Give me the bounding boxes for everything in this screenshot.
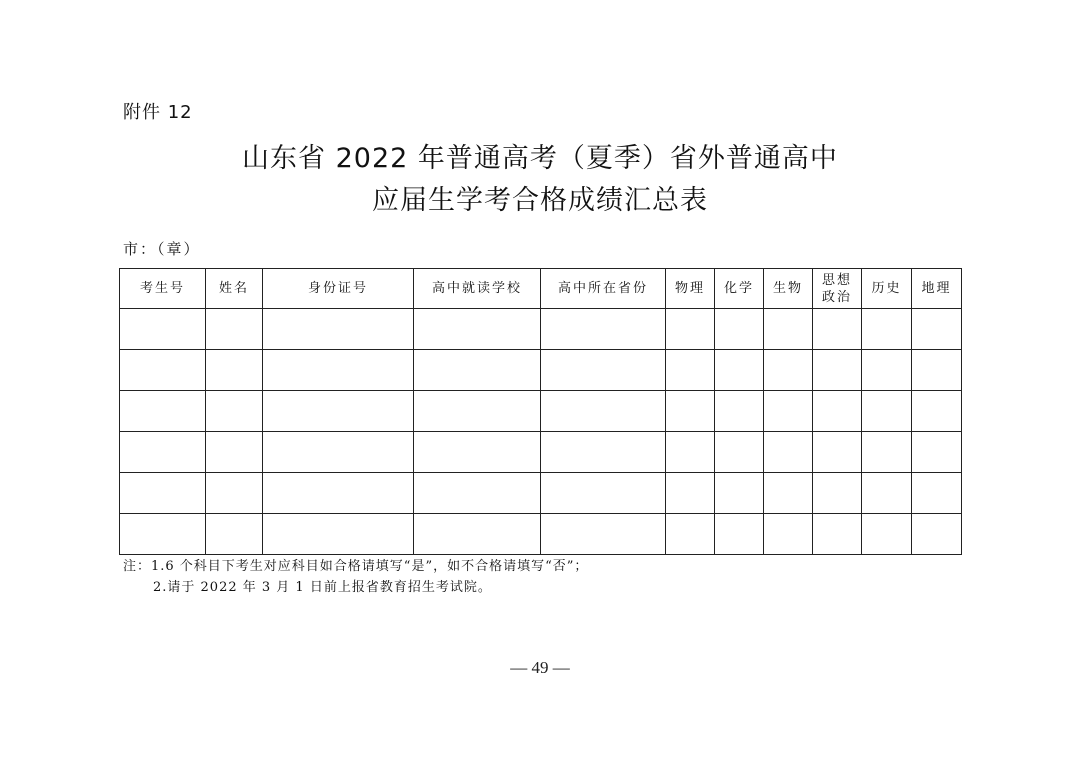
table-cell (120, 514, 206, 555)
header-high-school: 高中就读学校 (414, 269, 541, 309)
table-cell (206, 514, 263, 555)
table-cell (813, 391, 862, 432)
table-cell (666, 350, 715, 391)
table-row (120, 309, 962, 350)
table-cell (206, 350, 263, 391)
table-cell (414, 473, 541, 514)
table-header-row (120, 269, 962, 309)
table-cell (764, 350, 813, 391)
header-name: 姓名 (206, 269, 263, 309)
table-cell (813, 514, 862, 555)
attachment-label: 附件 12 (123, 102, 193, 123)
table-cell (263, 391, 414, 432)
table-cell (813, 473, 862, 514)
table-cell (862, 473, 912, 514)
table-cell (541, 309, 666, 350)
header-politics-line2: 政治 (821, 289, 852, 305)
table-cell (912, 309, 962, 350)
table-cell (862, 432, 912, 473)
table-cell (912, 391, 962, 432)
header-chemistry: 化学 (715, 269, 764, 309)
table-cell (715, 350, 764, 391)
table-cell (715, 309, 764, 350)
table-row (120, 432, 962, 473)
table-cell (862, 514, 912, 555)
header-politics (813, 269, 862, 309)
header-physics: 物理 (666, 269, 715, 309)
table-cell (263, 473, 414, 514)
table-cell (414, 514, 541, 555)
table-cell (912, 473, 962, 514)
table-cell (666, 514, 715, 555)
table-cell (120, 350, 206, 391)
header-id-number: 身份证号 (263, 269, 414, 309)
notes (123, 556, 588, 598)
table-cell (206, 473, 263, 514)
table-cell (206, 432, 263, 473)
table-cell (764, 473, 813, 514)
header-history: 历史 (862, 269, 912, 309)
table-cell (764, 514, 813, 555)
table-row (120, 514, 962, 555)
document-title-line2: 应届生学考合格成绩汇总表 (372, 185, 708, 216)
table-cell (862, 309, 912, 350)
table-cell (764, 309, 813, 350)
table-cell (120, 473, 206, 514)
table-cell (263, 432, 414, 473)
table-cell (120, 309, 206, 350)
table-cell (414, 432, 541, 473)
table-cell (715, 432, 764, 473)
table-cell (862, 391, 912, 432)
table-cell (715, 391, 764, 432)
table-cell (414, 391, 541, 432)
header-school-province: 高中所在省份 (541, 269, 666, 309)
table-cell (541, 473, 666, 514)
city-seal-line: 市：（章） (123, 240, 201, 258)
header-politics-line1: 思想 (821, 272, 852, 288)
note-line-2: 2.请于 2022 年 3 月 1 日前上报省教育招生考试院。 (153, 580, 492, 595)
table-cell (666, 391, 715, 432)
table-cell (764, 432, 813, 473)
document-title-line1: 山东省 2022 年普通高考（夏季）省外普通高中 (242, 143, 838, 174)
table-cell (666, 432, 715, 473)
table-cell (813, 309, 862, 350)
table-cell (414, 309, 541, 350)
table-cell (715, 473, 764, 514)
table-row (120, 350, 962, 391)
header-exam-number: 考生号 (120, 269, 206, 309)
table-row (120, 473, 962, 514)
table-cell (263, 514, 414, 555)
table-cell (263, 350, 414, 391)
table-cell (120, 391, 206, 432)
table-cell (263, 309, 414, 350)
header-biology: 生物 (764, 269, 813, 309)
table-cell (541, 432, 666, 473)
table-cell (541, 391, 666, 432)
header-geography: 地理 (912, 269, 962, 309)
table-cell (912, 514, 962, 555)
table-cell (666, 309, 715, 350)
table-cell (414, 350, 541, 391)
table-cell (541, 514, 666, 555)
table-cell (862, 350, 912, 391)
table-cell (206, 309, 263, 350)
table-cell (206, 391, 263, 432)
table-cell (541, 350, 666, 391)
table-row (120, 391, 962, 432)
table-cell (912, 350, 962, 391)
table-cell (813, 432, 862, 473)
summary-table (119, 268, 962, 555)
table-cell (666, 473, 715, 514)
table-cell (715, 514, 764, 555)
table-cell (912, 432, 962, 473)
table-cell (764, 391, 813, 432)
table-cell (813, 350, 862, 391)
page-number: — 49 — (510, 658, 570, 677)
note-line-1: 注：1.6 个科目下考生对应科目如合格请填写“是”，如不合格请填写“否”； (123, 559, 589, 574)
table-cell (120, 432, 206, 473)
